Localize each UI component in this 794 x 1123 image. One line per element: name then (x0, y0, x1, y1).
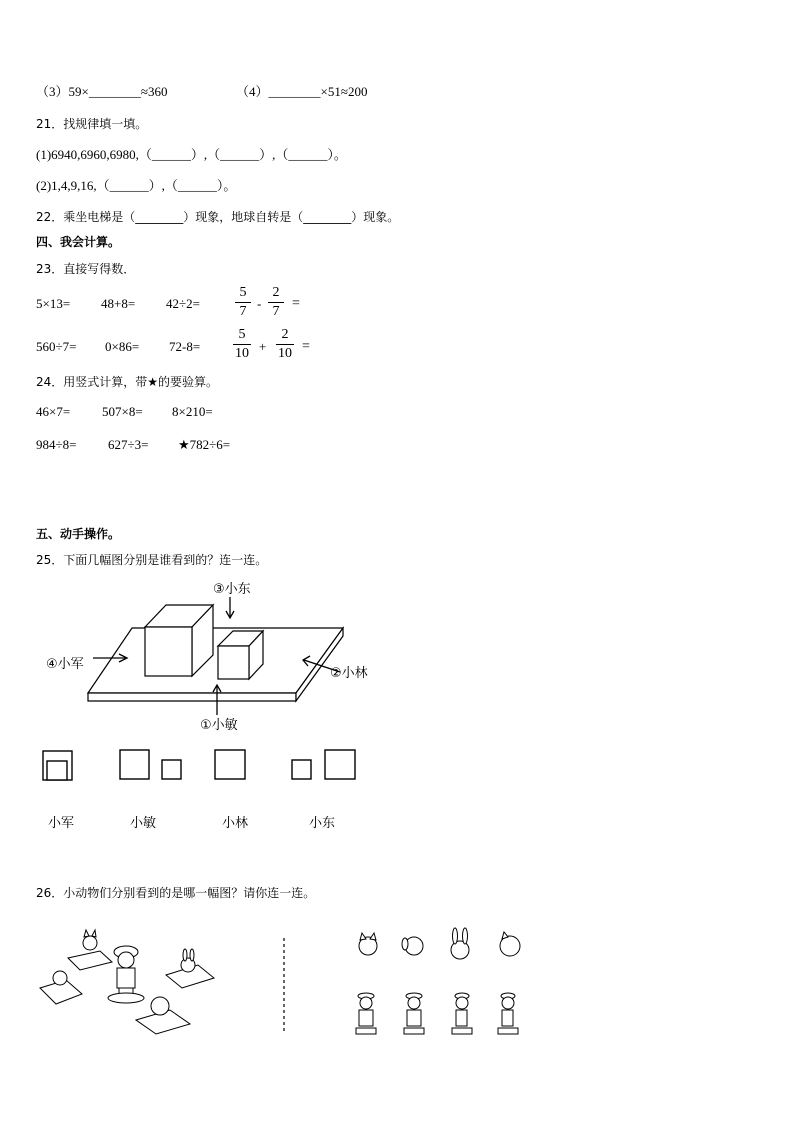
q23-frac1-op: - (257, 296, 262, 311)
small-cube-front (218, 646, 249, 679)
q24-r1-a: 46×7= (36, 404, 71, 419)
officer-views-row (356, 993, 518, 1034)
numerator: 2 (272, 285, 280, 300)
officer-view-1-body (359, 1010, 373, 1026)
viewer-label-right: ②小林 (330, 666, 368, 681)
cat-head (83, 936, 97, 950)
q23-r2-a: 560÷7= (36, 339, 77, 354)
animal-heads-row (359, 928, 520, 959)
rabbit-ear-icon (463, 928, 468, 944)
q22-text: 22．乘坐电梯是（________）现象，地球自转是（________）现象。 (36, 210, 400, 224)
denominator: 7 (272, 304, 280, 319)
viewer-label-top: ③小东 (213, 582, 251, 597)
cat-ear-icon (92, 930, 96, 937)
name-dong: 小东 (309, 816, 336, 831)
q24-title: 24．用竖式计算，带★的要验算。 (36, 375, 219, 389)
numerator: 5 (239, 285, 247, 300)
name-lin: 小林 (222, 816, 249, 831)
car-cat (68, 951, 112, 970)
officer-view-4-base (498, 1028, 518, 1034)
section5-heading: 五、动手操作。 (36, 527, 121, 541)
q23-r1-a: 5×13= (36, 296, 71, 311)
officer-view-4-head (502, 997, 514, 1009)
q26-title: 26．小动物们分别看到的是哪一幅图？请你连一连。 (36, 886, 316, 900)
q23-r2-b: 0×86= (105, 339, 140, 354)
ear-icon (360, 933, 366, 940)
viewer-label-bottom: ①小敏 (200, 718, 238, 733)
denominator: 10 (235, 346, 249, 361)
bear-head (151, 997, 169, 1015)
rabbit-ear-icon (190, 949, 194, 961)
q24-r1-c: 8×210= (172, 404, 213, 419)
denominator: 7 (239, 304, 247, 319)
officer-view-3-body (456, 1010, 467, 1026)
rabbit-ear-icon (453, 928, 458, 944)
cat-ear-icon (84, 930, 89, 937)
officer-view-3-head (456, 997, 468, 1009)
q23-frac2-op: + (259, 339, 267, 354)
viewer-label-left: ④小军 (46, 657, 84, 672)
q23-r1-c: 42÷2= (166, 296, 200, 311)
q24-r2-b: 627÷3= (108, 437, 149, 452)
numerator: 2 (281, 327, 289, 342)
q24-r2-a: 984÷8= (36, 437, 77, 452)
q21-line2: (2)1,4,9,16,（______）,（______）。 (36, 178, 237, 193)
officer-pedestal (108, 993, 144, 1003)
officer-view-1-base (356, 1028, 376, 1034)
rabbit-ear-icon (183, 949, 187, 961)
view-dong-small (292, 760, 311, 779)
officer-view-4-body (502, 1010, 513, 1026)
fill-item-3: （3）59×________≈360 (36, 84, 168, 99)
q23-r1-b: 48+8= (101, 296, 136, 311)
dog-head (53, 971, 67, 985)
q24-r1-b: 507×8= (102, 404, 143, 419)
scene-illustration (40, 930, 214, 1034)
officer-view-1-head (360, 997, 372, 1009)
officer-body (117, 968, 135, 988)
q23-frac2-eq: = (302, 339, 310, 354)
q23-title: 23．直接写得数． (36, 262, 136, 276)
q23-frac1-eq: = (292, 296, 300, 311)
view-dong-large (325, 750, 355, 779)
big-cube-front (145, 627, 192, 676)
denominator: 10 (278, 346, 292, 361)
q21-title: 21．找规律填一填。 (36, 117, 148, 131)
section4-heading: 四、我会计算。 (36, 235, 121, 249)
ear-icon (370, 933, 376, 940)
q24-r2-c: ★782÷6= (178, 437, 231, 452)
q25-title: 25．下面几幅图分别是谁看到的？连一连。 (36, 553, 268, 567)
officer-view-2-body (407, 1010, 421, 1026)
view-min-small (162, 760, 181, 779)
officer-head (118, 952, 134, 968)
view-lin-square (215, 750, 245, 779)
q23-r2-c: 72-8= (169, 339, 201, 354)
officer-view-2-base (404, 1028, 424, 1034)
numerator: 5 (238, 327, 246, 342)
officer-view-3-base (452, 1028, 472, 1034)
name-junior: 小军 (48, 816, 75, 831)
name-min: 小敏 (130, 816, 157, 831)
board-front (88, 693, 296, 701)
fill-item-4: （4）________×51≈200 (236, 84, 368, 99)
officer-view-2-head (408, 997, 420, 1009)
view-min-large (120, 750, 149, 779)
q21-line1: (1)6940,6960,6980,（______）,（______）,（______）。 (36, 147, 347, 162)
ear-icon (402, 938, 408, 950)
view-junior-inner (47, 761, 67, 780)
